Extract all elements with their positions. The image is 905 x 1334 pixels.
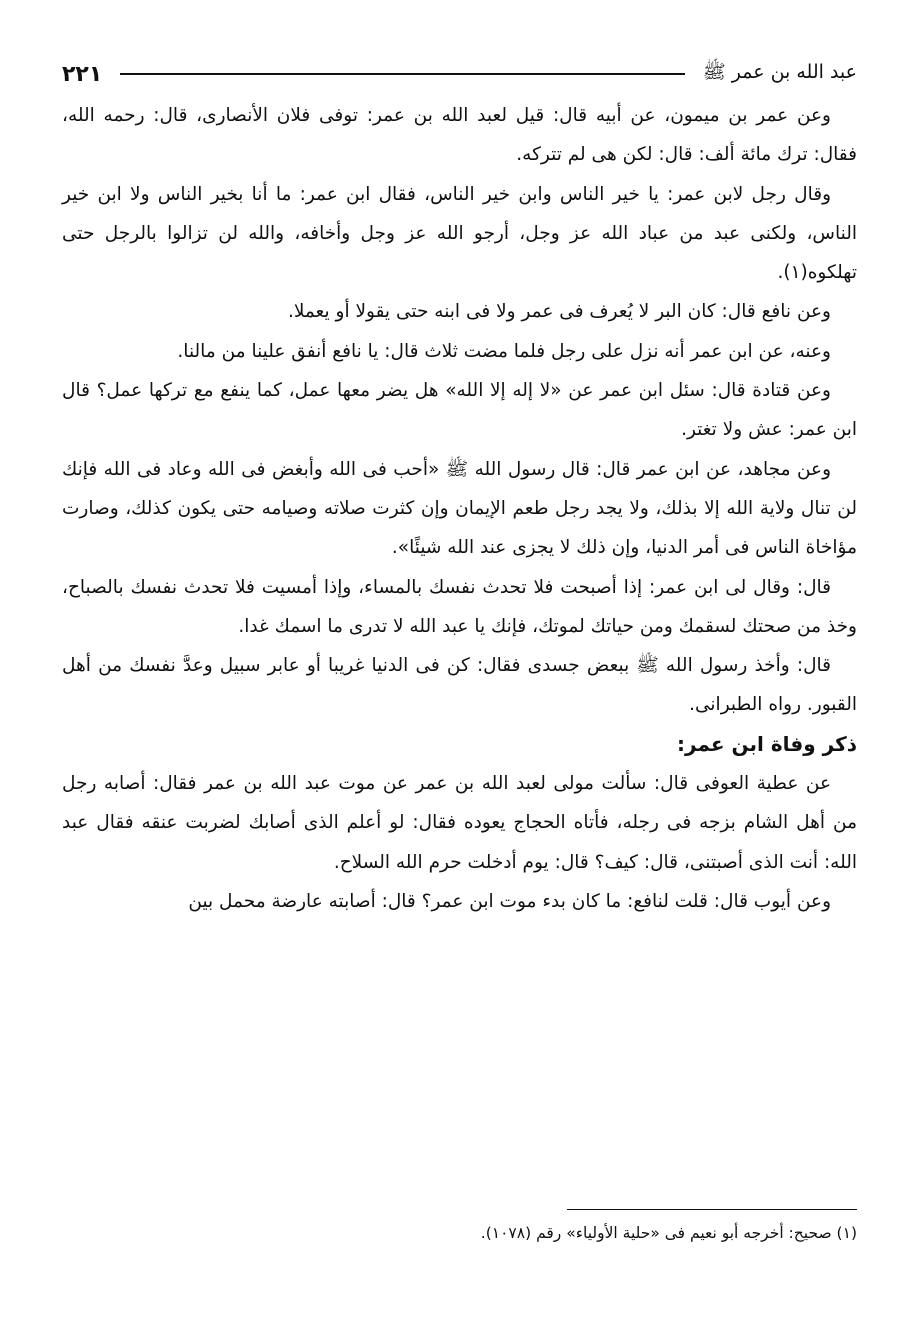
paragraph: قال: وقال لى ابن عمر: إذا أصبحت فلا تحدث نفسك بالمساء، وإذا أمسيت فلا تحدث نفسك بالصباح، وخذ من صحتك لسقمك ومن حياتك لموتك، فإنك يا عبد الله لا تدرى ما اسمك غدا.: [62, 576, 857, 637]
page-header: [62, 56, 857, 92]
header-rule: [120, 73, 684, 75]
paragraph: وعن أيوب قال: قلت لنافع: ما كان بدء موت ابن عمر؟ قال: أصابته عارضة محمل بين: [188, 890, 831, 912]
running-title: عبد الله بن عمر ﷺ: [702, 61, 857, 83]
paragraph: وعنه، عن ابن عمر أنه نزل على رجل فلما مضت ثلاث قال: يا نافع أنفق علينا من مالنا.: [177, 340, 831, 362]
paragraph: عن عطية العوفى قال: سألت مولى لعبد الله بن عمر عن موت عبد الله بن عمر فقال: أصابه رجل من أهل الشام بزجه فى رجله، فأتاه الحجاج يعوده فقال: لو أعلم الذى أصابك لضربت عنقه فقال عبد الله: أنت الذى أصبتنى، قال: كيف؟ قال: يوم أدخلت حرم الله السلاح.: [62, 773, 857, 873]
footnote-rule: [567, 1209, 857, 1210]
paragraph: وعن مجاهد، عن ابن عمر قال: قال رسول الله ﷺ «أحب فى الله وأبغض فى الله وعاد فى الله فإنك لن تنال ولاية الله إلا بذلك، ولا يجد رجل طعم الإيمان وإن كثرت صلاته وصيامه حتى يكون كذلك، وصارت مؤاخاة الناس فى أمر الدنيا، وإن ذلك لا يجزى عند الله شيئًا».: [62, 458, 857, 559]
paragraph: وعن قتادة قال: سئل ابن عمر عن «لا إله إلا الله» هل يضر معها عمل، كما ينفع مع تركها عمل؟ قال ابن عمر: عش ولا تغتر.: [62, 380, 857, 441]
paragraph: وقال رجل لابن عمر: يا خير الناس وابن خير الناس، فقال ابن عمر: ما أنا بخير الناس ولا ابن خير الناس، ولكنى عبد من عباد الله عز وجل، أرجو الله عز وجل وأخافه، والله لن تزالوا بالرجل حتى تهلكوه(١).: [62, 183, 857, 284]
paragraph: وعن عمر بن ميمون، عن أبيه قال: قيل لعبد الله بن عمر: توفى فلان الأنصارى، قال: رحمه الله، فقال: ترك مائة ألف: قال: لكن هى لم تتركه.: [62, 105, 857, 166]
page-body: [62, 96, 857, 921]
page-number: ٢٢١: [62, 61, 103, 87]
footnote: (١) صحيح: أخرجه أبو نعيم فى «حلية الأولياء» رقم (١٠٧٨).: [480, 1224, 857, 1242]
paragraph: وعن نافع قال: كان البر لا يُعرف فى عمر ولا فى ابنه حتى يقولا أو يعملا.: [287, 301, 831, 323]
section-heading: ذكر وفاة ابن عمر:: [677, 731, 857, 756]
paragraph: قال: وأخذ رسول الله ﷺ ببعض جسدى فقال: كن فى الدنيا غريبا أو عابر سبيل وعدَّ نفسك من أهل القبور. رواه الطبرانى.: [62, 655, 857, 716]
